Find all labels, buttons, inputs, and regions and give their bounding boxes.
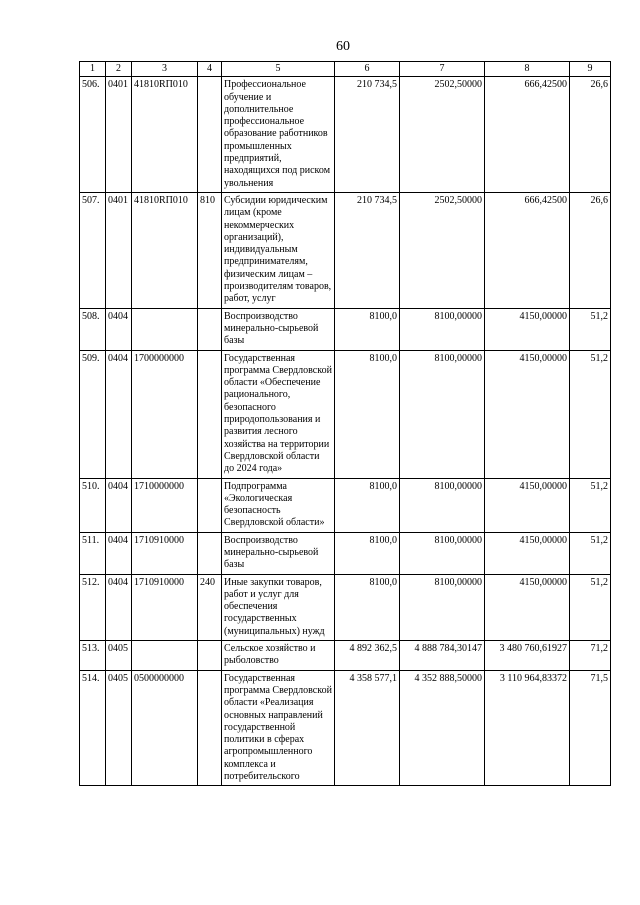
- item-name: Воспроизводство минерально-сырьевой базы: [222, 308, 335, 350]
- table-header-row: [80, 62, 611, 77]
- header-col-5: 5: [222, 62, 335, 77]
- item-name: Подпрограмма «Экологическая безопасность Свердловской области»: [222, 478, 335, 532]
- target-code: 1710910000: [132, 574, 198, 640]
- expense-type: [198, 641, 222, 671]
- expense-type: [198, 532, 222, 574]
- item-name: Государственная программа Свердловской области «Обеспечение рационального, безопасного природопользования и развития лесного хозяйства на территории Свердловской области до 2024 года»: [222, 350, 335, 478]
- section-code: 0404: [106, 478, 132, 532]
- expense-type: [198, 77, 222, 193]
- section-code: 0405: [106, 670, 132, 786]
- table-row: [80, 77, 611, 193]
- header-col-6: 6: [335, 62, 400, 77]
- value-col-7: 8100,00000: [400, 308, 485, 350]
- value-col-7: 8100,00000: [400, 574, 485, 640]
- value-col-7: 2502,50000: [400, 77, 485, 193]
- value-col-9: 51,2: [570, 308, 611, 350]
- value-col-6: 8100,0: [335, 532, 400, 574]
- value-col-9: 51,2: [570, 478, 611, 532]
- table-row: [80, 574, 611, 640]
- row-number: 514.: [80, 670, 106, 786]
- table-row: [80, 308, 611, 350]
- table-row: [80, 670, 611, 786]
- target-code: 41810RП010: [132, 77, 198, 193]
- item-name: Государственная программа Свердловской области «Реализация основных направлений государственной политики в сферах агропромышленного комплекса и потребительского: [222, 670, 335, 786]
- expense-type: [198, 350, 222, 478]
- value-col-9: 71,5: [570, 670, 611, 786]
- table-row: [80, 350, 611, 478]
- value-col-6: 8100,0: [335, 574, 400, 640]
- header-col-7: 7: [400, 62, 485, 77]
- value-col-7: 8100,00000: [400, 350, 485, 478]
- target-code: 1710910000: [132, 532, 198, 574]
- header-col-2: 2: [106, 62, 132, 77]
- value-col-9: 51,2: [570, 350, 611, 478]
- table-row: [80, 641, 611, 671]
- row-number: 511.: [80, 532, 106, 574]
- value-col-8: 3 110 964,83372: [485, 670, 570, 786]
- section-code: 0404: [106, 532, 132, 574]
- value-col-9: 26,6: [570, 192, 611, 308]
- value-col-6: 210 734,5: [335, 192, 400, 308]
- row-number: 512.: [80, 574, 106, 640]
- target-code: 41810RП010: [132, 192, 198, 308]
- value-col-7: 4 888 784,30147: [400, 641, 485, 671]
- header-col-1: 1: [80, 62, 106, 77]
- item-name: Профессиональное обучение и дополнительное профессиональное образование работников промышленных предприятий, находящихся под риском увольнения: [222, 77, 335, 193]
- row-number: 508.: [80, 308, 106, 350]
- row-number: 509.: [80, 350, 106, 478]
- target-code: 1700000000: [132, 350, 198, 478]
- value-col-8: 4150,00000: [485, 478, 570, 532]
- value-col-9: 71,2: [570, 641, 611, 671]
- value-col-8: 666,42500: [485, 192, 570, 308]
- value-col-6: 8100,0: [335, 308, 400, 350]
- row-number: 506.: [80, 77, 106, 193]
- value-col-9: 26,6: [570, 77, 611, 193]
- section-code: 0401: [106, 192, 132, 308]
- header-col-8: 8: [485, 62, 570, 77]
- table-row: [80, 532, 611, 574]
- table-row: [80, 478, 611, 532]
- target-code: 1710000000: [132, 478, 198, 532]
- value-col-8: 4150,00000: [485, 574, 570, 640]
- row-number: 510.: [80, 478, 106, 532]
- value-col-9: 51,2: [570, 574, 611, 640]
- value-col-8: 4150,00000: [485, 350, 570, 478]
- item-name: Сельское хозяйство и рыболовство: [222, 641, 335, 671]
- header-col-3: 3: [132, 62, 198, 77]
- value-col-8: 666,42500: [485, 77, 570, 193]
- item-name: Субсидии юридическим лицам (кроме некоммерческих организаций), индивидуальным предпринимателям, физическим лицам – производителям товаров, работ, услуг: [222, 192, 335, 308]
- header-col-9: 9: [570, 62, 611, 77]
- target-code: 0500000000: [132, 670, 198, 786]
- value-col-8: 3 480 760,61927: [485, 641, 570, 671]
- value-col-6: 8100,0: [335, 350, 400, 478]
- value-col-6: 210 734,5: [335, 77, 400, 193]
- section-code: 0401: [106, 77, 132, 193]
- section-code: 0404: [106, 350, 132, 478]
- target-code: [132, 308, 198, 350]
- value-col-8: 4150,00000: [485, 532, 570, 574]
- value-col-7: 8100,00000: [400, 532, 485, 574]
- item-name: Воспроизводство минерально-сырьевой базы: [222, 532, 335, 574]
- section-code: 0404: [106, 308, 132, 350]
- item-name: Иные закупки товаров, работ и услуг для обеспечения государственных (муниципальных) нужд: [222, 574, 335, 640]
- table-row: [80, 192, 611, 308]
- value-col-7: 2502,50000: [400, 192, 485, 308]
- value-col-6: 8100,0: [335, 478, 400, 532]
- value-col-8: 4150,00000: [485, 308, 570, 350]
- value-col-6: 4 892 362,5: [335, 641, 400, 671]
- value-col-7: 8100,00000: [400, 478, 485, 532]
- expense-type: [198, 670, 222, 786]
- expense-type: 240: [198, 574, 222, 640]
- page-number: 60: [336, 39, 350, 54]
- value-col-9: 51,2: [570, 532, 611, 574]
- row-number: 507.: [80, 192, 106, 308]
- expense-type: [198, 308, 222, 350]
- header-col-4: 4: [198, 62, 222, 77]
- budget-table: [79, 61, 611, 786]
- section-code: 0405: [106, 641, 132, 671]
- value-col-6: 4 358 577,1: [335, 670, 400, 786]
- expense-type: [198, 478, 222, 532]
- value-col-7: 4 352 888,50000: [400, 670, 485, 786]
- target-code: [132, 641, 198, 671]
- row-number: 513.: [80, 641, 106, 671]
- expense-type: 810: [198, 192, 222, 308]
- section-code: 0404: [106, 574, 132, 640]
